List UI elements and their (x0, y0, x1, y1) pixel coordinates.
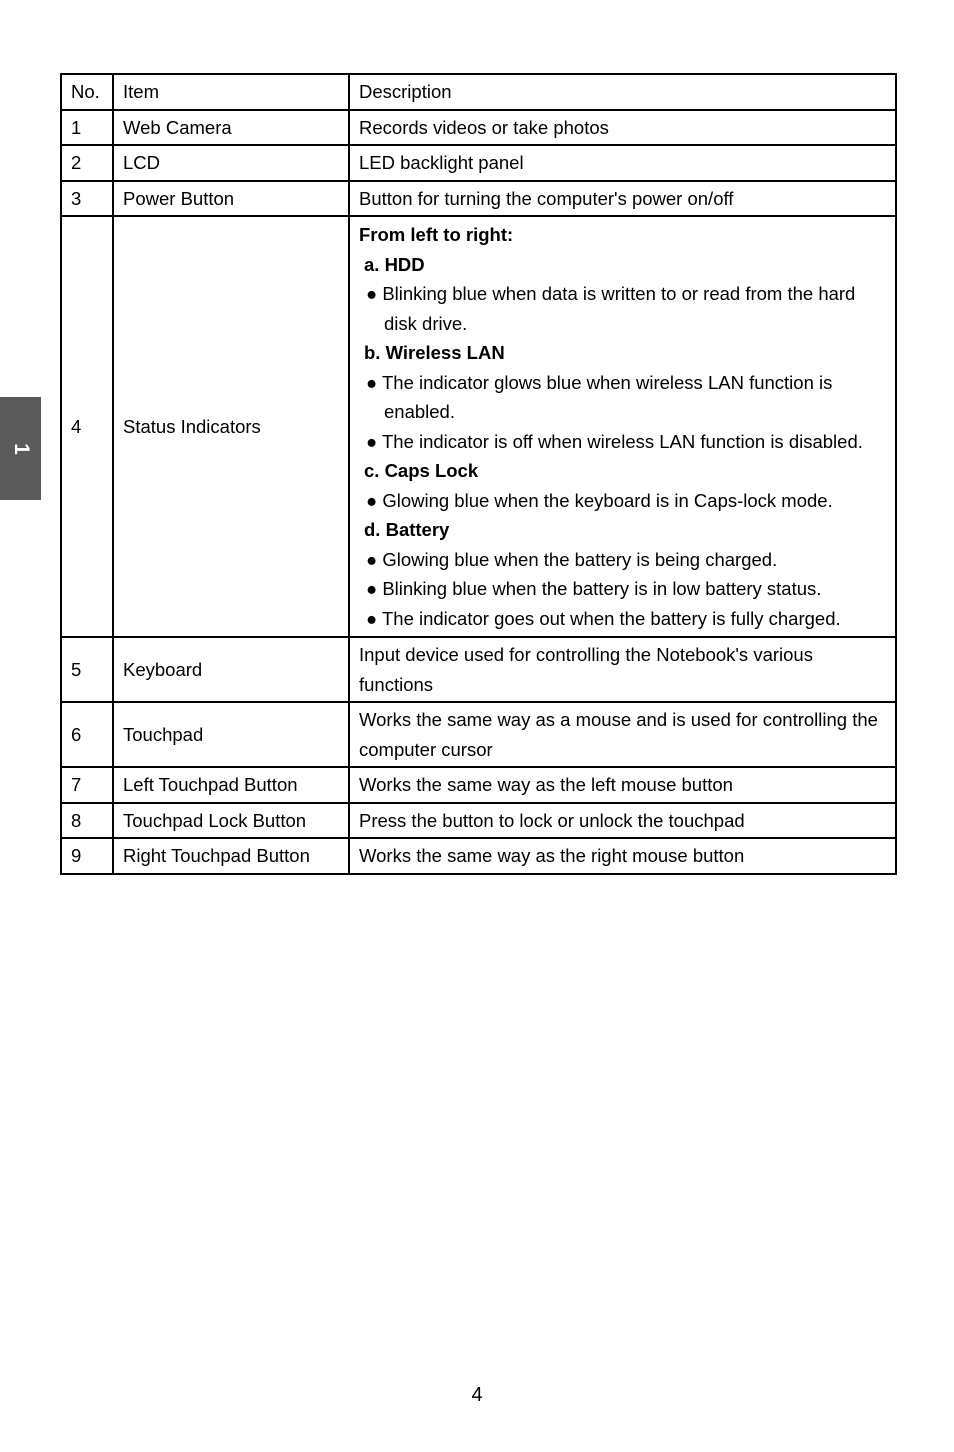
row-no: 3 (61, 181, 113, 217)
table-row (61, 637, 896, 702)
wireless-lan-heading: b. Wireless LAN (364, 342, 505, 363)
table-row (61, 702, 896, 767)
row-item: Keyboard (113, 637, 349, 702)
row-no: 6 (61, 702, 113, 767)
caps-lock-heading: c. Caps Lock (364, 460, 479, 481)
row-item: Left Touchpad Button (113, 767, 349, 803)
row-item: Status Indicators (113, 216, 349, 637)
row-description: Press the button to lock or unlock the touchpad (349, 803, 896, 839)
row-description: Input device used for controlling the Notebook's various functions (349, 637, 896, 702)
battery-bullet (359, 604, 886, 634)
bullet-text: ● The indicator glows blue when wireless LAN function is enabled. (366, 371, 833, 422)
status-intro: From left to right: (359, 224, 514, 245)
row-item: Power Button (113, 181, 349, 217)
row-no: 2 (61, 145, 113, 181)
row-no: 5 (61, 637, 113, 702)
hdd-heading: a. HDD (364, 253, 425, 275)
bullet-text: ● Blinking blue when the battery is in low battery status. (366, 578, 822, 599)
table-row (61, 110, 896, 146)
battery-bullet (359, 545, 886, 575)
row-description: Works the same way as a mouse and is used for controlling the computer cursor (349, 702, 896, 767)
row-item: Web Camera (113, 110, 349, 146)
table-row (61, 767, 896, 803)
row-item: Touchpad (113, 702, 349, 767)
table-row (61, 838, 896, 874)
bullet-text: ● Glowing blue when the battery is being charged. (366, 548, 778, 570)
wireless-lan-bullet (359, 427, 886, 457)
row-description: LED backlight panel (349, 145, 896, 181)
bullet-text: ● Blinking blue when data is written to or read from the hard disk drive. (366, 283, 856, 334)
battery-heading: d. Battery (364, 519, 450, 540)
table-header-row (61, 74, 896, 110)
bullet-text: ● The indicator is off when wireless LAN function is disabled. (366, 430, 863, 452)
page-number: 4 (471, 1384, 483, 1406)
table-row (61, 803, 896, 839)
battery-bullet (359, 574, 886, 604)
row-no: 7 (61, 767, 113, 803)
wireless-lan-bullet (359, 368, 886, 427)
chapter-tab (0, 397, 41, 500)
table-row (61, 181, 896, 217)
caps-lock-bullet (359, 486, 886, 516)
row-item: LCD (113, 145, 349, 181)
table-row (61, 145, 896, 181)
hdd-bullet (359, 279, 886, 338)
bullet-text: ● Glowing blue when the keyboard is in Caps-lock mode. (366, 489, 833, 511)
row-no: 1 (61, 110, 113, 146)
components-table (60, 73, 897, 875)
table-row (61, 216, 896, 637)
row-no: 4 (61, 216, 113, 637)
header-item: Item (113, 74, 349, 110)
row-description: Works the same way as the right mouse button (349, 838, 896, 874)
row-item: Touchpad Lock Button (113, 803, 349, 839)
header-no: No. (61, 74, 113, 110)
chapter-number: 1 (9, 442, 33, 455)
row-description: Records videos or take photos (349, 110, 896, 146)
header-description: Description (349, 74, 896, 110)
row-no: 8 (61, 803, 113, 839)
row-item: Right Touchpad Button (113, 838, 349, 874)
row-description: Button for turning the computer's power on/off (349, 181, 896, 217)
bullet-text: ● The indicator goes out when the battery is fully charged. (366, 607, 841, 629)
row-no: 9 (61, 838, 113, 874)
status-indicators-description (349, 216, 896, 637)
row-description: Works the same way as the left mouse button (349, 767, 896, 803)
